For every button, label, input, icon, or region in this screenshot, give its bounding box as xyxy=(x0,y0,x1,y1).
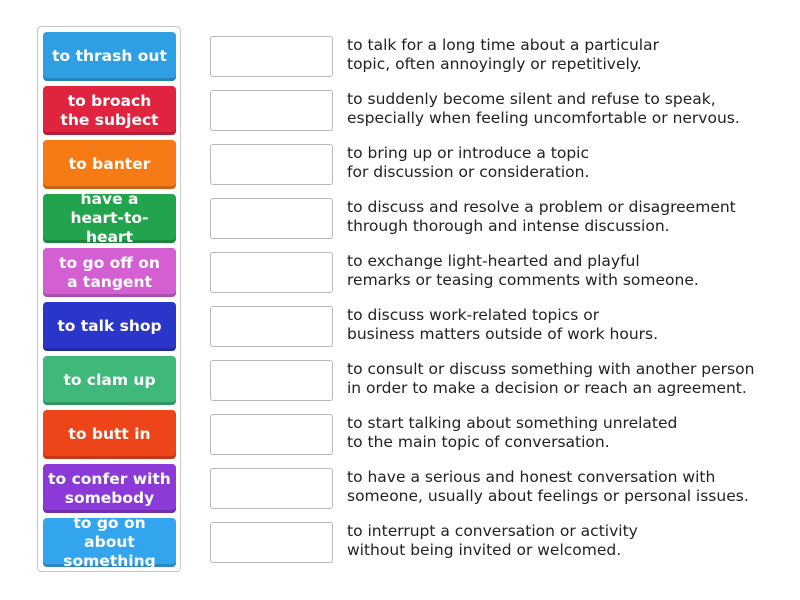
definition-8: to start talking about something unrelated to the main topic of conversation. xyxy=(347,414,678,451)
answer-slot-1[interactable] xyxy=(210,36,333,77)
tile-to-banter[interactable]: to banter xyxy=(43,140,176,189)
tile-have-a-heart-to-heart[interactable]: have a heart-to-heart xyxy=(43,194,176,243)
answer-slot-7[interactable] xyxy=(210,360,333,401)
tile-to-go-off-on-a-tangent[interactable]: to go off on a tangent xyxy=(43,248,176,297)
definition-7: to consult or discuss something with another person in order to make a decision or reach an agreement. xyxy=(347,360,755,397)
definition-2: to suddenly become silent and refuse to speak, especially when feeling uncomfortable or nervous. xyxy=(347,90,740,127)
answer-slot-4[interactable] xyxy=(210,198,333,239)
tile-to-broach-the-subject[interactable]: to broach the subject xyxy=(43,86,176,135)
definition-5: to exchange light-hearted and playful remarks or teasing comments with someone. xyxy=(347,252,699,289)
tile-to-clam-up[interactable]: to clam up xyxy=(43,356,176,405)
definition-1: to talk for a long time about a particular topic, often annoyingly or repetitively. xyxy=(347,36,659,73)
answer-slot-2[interactable] xyxy=(210,90,333,131)
tile-to-butt-in[interactable]: to butt in xyxy=(43,410,176,459)
definition-6: to discuss work-related topics or business matters outside of work hours. xyxy=(347,306,659,343)
tile-to-confer-with-somebody[interactable]: to confer with somebody xyxy=(43,464,176,513)
answer-slot-8[interactable] xyxy=(210,414,333,455)
tile-to-go-on-about-something[interactable]: to go on about something xyxy=(43,518,176,567)
definition-4: to discuss and resolve a problem or disagreement through thorough and intense discussion. xyxy=(347,198,736,235)
definition-10: to interrupt a conversation or activity without being invited or welcomed. xyxy=(347,522,638,559)
answer-slot-6[interactable] xyxy=(210,306,333,347)
tile-to-talk-shop[interactable]: to talk shop xyxy=(43,302,176,351)
answer-slot-5[interactable] xyxy=(210,252,333,293)
definition-9: to have a serious and honest conversation with someone, usually about feelings or personal issues. xyxy=(347,468,749,505)
answer-slot-10[interactable] xyxy=(210,522,333,563)
answer-slot-3[interactable] xyxy=(210,144,333,185)
definition-3: to bring up or introduce a topic for discussion or consideration. xyxy=(347,144,590,181)
answer-slot-9[interactable] xyxy=(210,468,333,509)
tile-to-thrash-out[interactable]: to thrash out xyxy=(43,32,176,81)
